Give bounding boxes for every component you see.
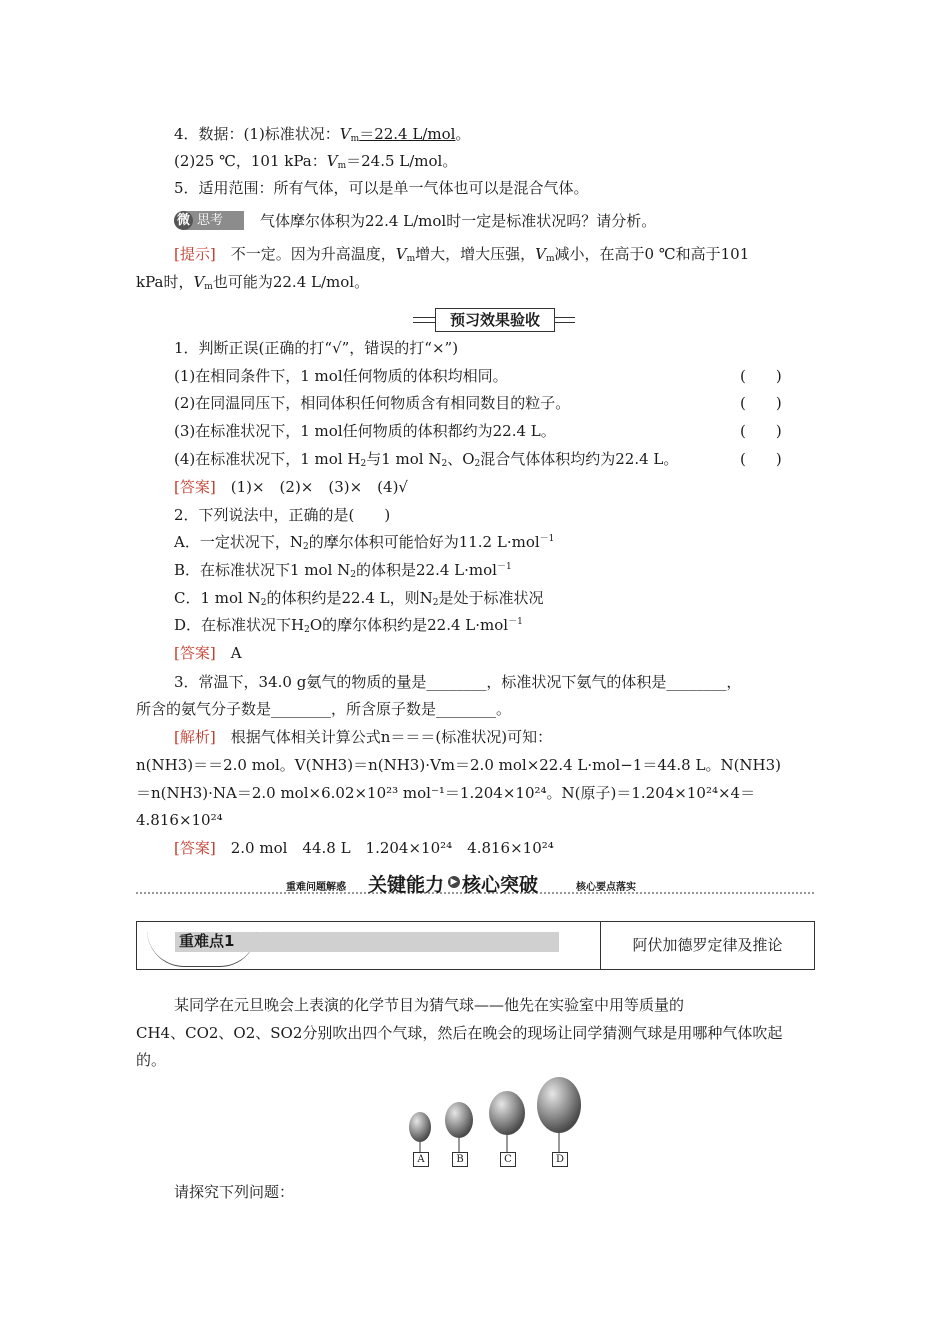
balloon-label-c: C xyxy=(500,1152,516,1167)
q2-option-c[interactable]: C．1 mol $N_2$的体积约是22.4 L，则$N_2$是处于标准状况 xyxy=(174,589,544,608)
balloon-c xyxy=(489,1091,525,1152)
q2-option-b[interactable]: B．在标准状况下1 mol $N_2$的体积是22.4 L·mol$^{-1}$ xyxy=(174,561,512,580)
balloon-label-b: B xyxy=(452,1152,468,1167)
band-title-2: 核心突破 xyxy=(462,874,539,896)
q3-answer: [答案] 2.0 mol 44.8 L 1.204×10²⁴ 4.816×10²⁴ xyxy=(174,839,554,857)
q3-analysis: [解析] 根据气体相关计算公式n＝＝＝(标准状况)可知： xyxy=(174,728,553,746)
balloon-d xyxy=(537,1077,581,1152)
key-point-box xyxy=(136,921,815,970)
story-line-1: 某同学在元旦晚会上表演的化学节目为猜气球——他先在实验室中用等质量的 xyxy=(174,996,685,1014)
key-point-title: 阿伏加德罗定律及推论 xyxy=(632,936,783,954)
balloon-a xyxy=(409,1112,431,1152)
think-question: 气体摩尔体积为22.4 L/mol时一定是标准状况吗？请分析。 xyxy=(260,212,657,230)
balloon-label-d: D xyxy=(552,1152,568,1167)
q1-paren-4[interactable]: ( ) xyxy=(740,450,782,468)
q3-line-1: 3．常温下，34.0 g氨气的物质的量是________，标准状况下氨气的体积是________， xyxy=(174,673,742,691)
arrow-icon: ▶ xyxy=(448,876,460,888)
story-line-2: CH4、CO2、O2、SO2分别吹出四个气球，然后在晚会的现场让同学猜测气球是用哪种气体吹起 xyxy=(136,1024,783,1042)
wei-icon: 微 xyxy=(174,211,193,230)
think-badge: 微 思考 xyxy=(174,211,244,230)
chapter-band xyxy=(136,868,814,900)
hint-tag: [提示] xyxy=(174,245,216,263)
section-header xyxy=(413,308,575,330)
q1-s4: (4)在标准状况下，1 mol $H_2$与1 mol $N_2$、$O_2$混合气体体积均约为22.4 L。 xyxy=(174,450,679,469)
q1-stem: 1．判断正误(正确的打“√”，错误的打“×”) xyxy=(174,339,459,357)
explore-line: 请探究下列问题： xyxy=(174,1183,295,1201)
balloons-figure xyxy=(404,1075,589,1170)
balloon-b xyxy=(445,1102,473,1152)
q1-s1: (1)在相同条件下，1 mol任何物质的体积均相同。 xyxy=(174,367,508,385)
q3-line-2: 所含的氨气分子数是________，所含原子数是________。 xyxy=(136,700,512,718)
q1-paren-3[interactable]: ( ) xyxy=(740,422,782,440)
section-title: 预习效果验收 xyxy=(435,308,555,332)
q1-s3: (3)在标准状况下，1 mol任何物质的体积都约为22.4 L。 xyxy=(174,422,556,440)
q3-calc-2: ＝n(NH3)·NA＝2.0 mol×6.02×10²³ mol⁻¹＝1.204×10²⁴。N(原子)＝1.204×10²⁴×4＝ xyxy=(136,784,756,802)
data-line-2: (2)25 ℃，101 kPa：$V_m=24.5$ L/mol。 xyxy=(174,152,458,171)
band-title-1: 关键能力 xyxy=(368,874,445,896)
hint-line-1: [提示] 不一定。因为升高温度，$V_m$增大，增大压强，$V_m$减小，在高于0 ℃和高于101 xyxy=(174,245,750,264)
q2-option-d[interactable]: D．在标准状况下$H_2O$的摩尔体积约是22.4 L·mol$^{-1}$ xyxy=(174,616,523,635)
q1-paren-2[interactable]: ( ) xyxy=(740,394,782,412)
balloon-label-a: A xyxy=(413,1152,429,1167)
q1-paren-1[interactable]: ( ) xyxy=(740,367,782,385)
data-line-1: 4．数据：(1)标准状况：$V_m=22.4$ L/mol。 xyxy=(174,125,471,144)
story-line-3: 的。 xyxy=(136,1051,167,1069)
q3-calc-1: n(NH3)＝＝2.0 mol。V(NH3)＝n(NH3)·Vm＝2.0 mol×22.4 L·mol−1＝44.8 L。N(NH3) xyxy=(136,756,782,774)
q1-s2: (2)在同温同压下，相同体积任何物质含有相同数目的粒子。 xyxy=(174,394,571,412)
key-point-tag: 重难点1 xyxy=(175,932,559,952)
q2-answer: [答案] A xyxy=(174,644,242,662)
hint-line-2: kPa时，$V_m$也可能为22.4 L/mol。 xyxy=(136,273,370,292)
scope-line: 5．适用范围：所有气体，可以是单一气体也可以是混合气体。 xyxy=(174,179,589,197)
q3-calc-3: 4.816×10²⁴ xyxy=(136,811,223,829)
band-left-text: 重难问题解惑 xyxy=(286,882,346,893)
band-right-text: 核心要点落实 xyxy=(576,882,636,893)
q1-answer: [答案] (1)× (2)× (3)× (4)√ xyxy=(174,478,408,496)
q2-stem: 2．下列说法中，正确的是( ) xyxy=(174,506,391,524)
q2-option-a[interactable]: A．一定状况下，$N_2$的摩尔体积可能恰好为11.2 L·mol$^{-1}$ xyxy=(174,533,555,552)
